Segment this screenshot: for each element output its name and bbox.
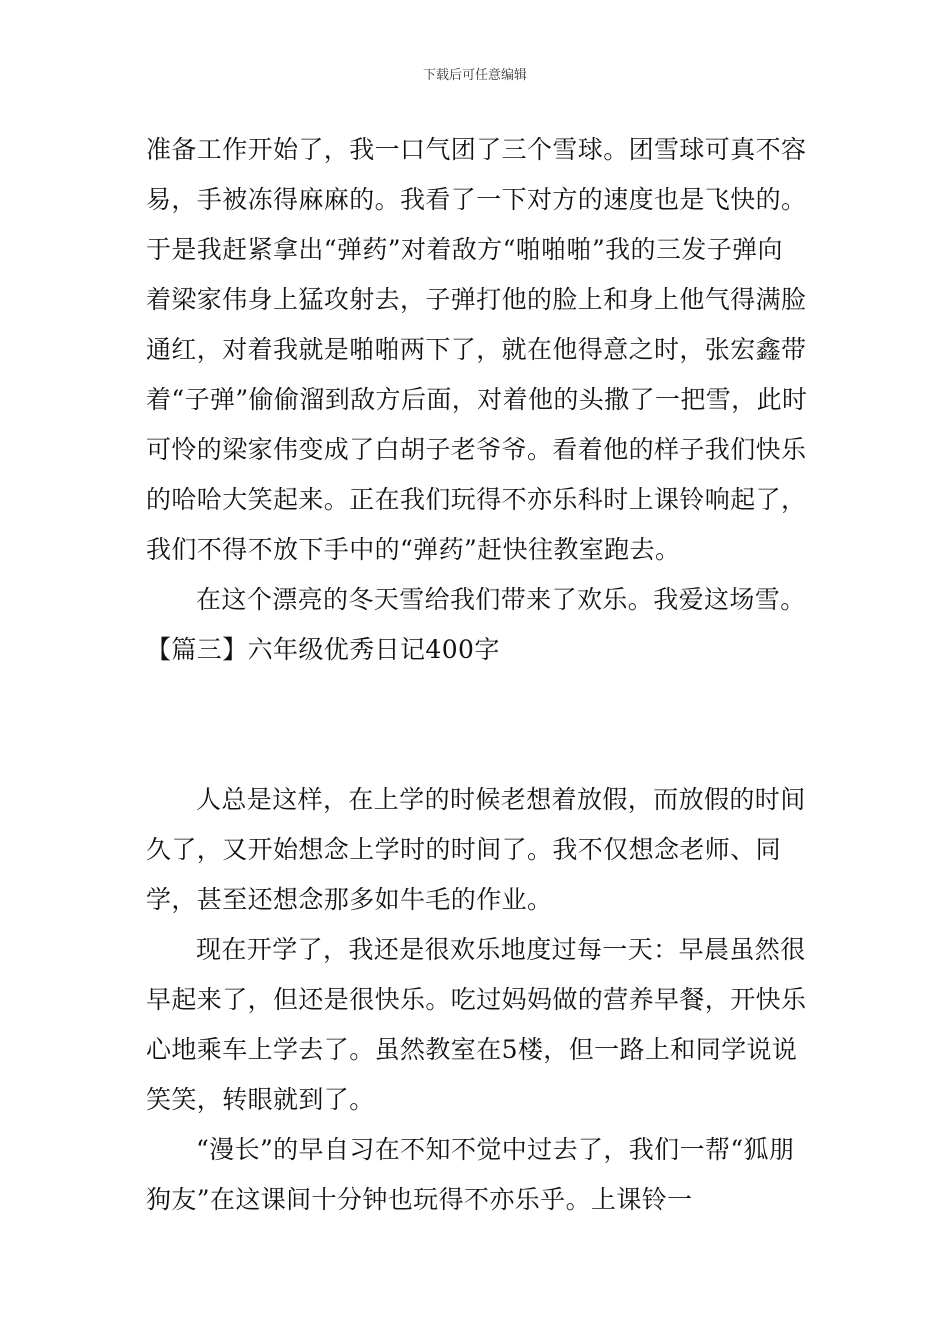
- paragraph-new-term: 现在开学了，我还是很欢乐地度过每一天：早晨虽然很早起来了，但还是很快乐。吃过妈妈做的营养早餐，开快乐心地乘车上学去了。虽然教室在5楼，但一路上和同学说说笑笑，转眼就到了。: [146, 935, 807, 1114]
- text-block-bottom: [146, 775, 808, 1225]
- paragraph-love-snow: 在这个漂亮的冬天雪给我们带来了欢乐。我爱这场雪。: [196, 585, 806, 614]
- paragraph-recess: “漫长”的早自习在不知不觉中过去了，我们一帮“狐朋狗友”在这课间十分钟也玩得不亦乐乎。上课铃一: [146, 1135, 795, 1214]
- text-block-top: [146, 125, 808, 675]
- page-header: [0, 64, 950, 83]
- paragraph-snowball-fight: 准备工作开始了，我一口气团了三个雪球。团雪球可真不容易，手被冻得麻麻的。我看了一下对方的速度也是飞快的。于是我赶紧拿出“弹药”对着敌方“啪啪啪”我的三发子弹向着梁家伟身上猛攻射去，子弹打他的脸上和身上他气得满脸通红，对着我就是啪啪两下了，就在他得意之时，张宏鑫带着“子弹”偷偷溜到敌方后面，对着他的头撒了一把雪，此时可怜的梁家伟变成了白胡子老爷爷。看着他的样子我们快乐的哈哈大笑起来。正在我们玩得不亦乐科时上课铃响起了，我们不得不放下手中的“弹药”赶快往教室跑去。: [146, 135, 808, 564]
- paragraph-miss-school: 人总是这样，在上学的时候老想着放假，而放假的时间久了，又开始想念上学时的时间了。我不仅想念老师、同学，甚至还想念那多如牛毛的作业。: [146, 785, 806, 914]
- header-text: 下载后可任意编辑: [422, 68, 527, 83]
- section-heading: 【篇三】六年级优秀日记400字: [146, 635, 500, 664]
